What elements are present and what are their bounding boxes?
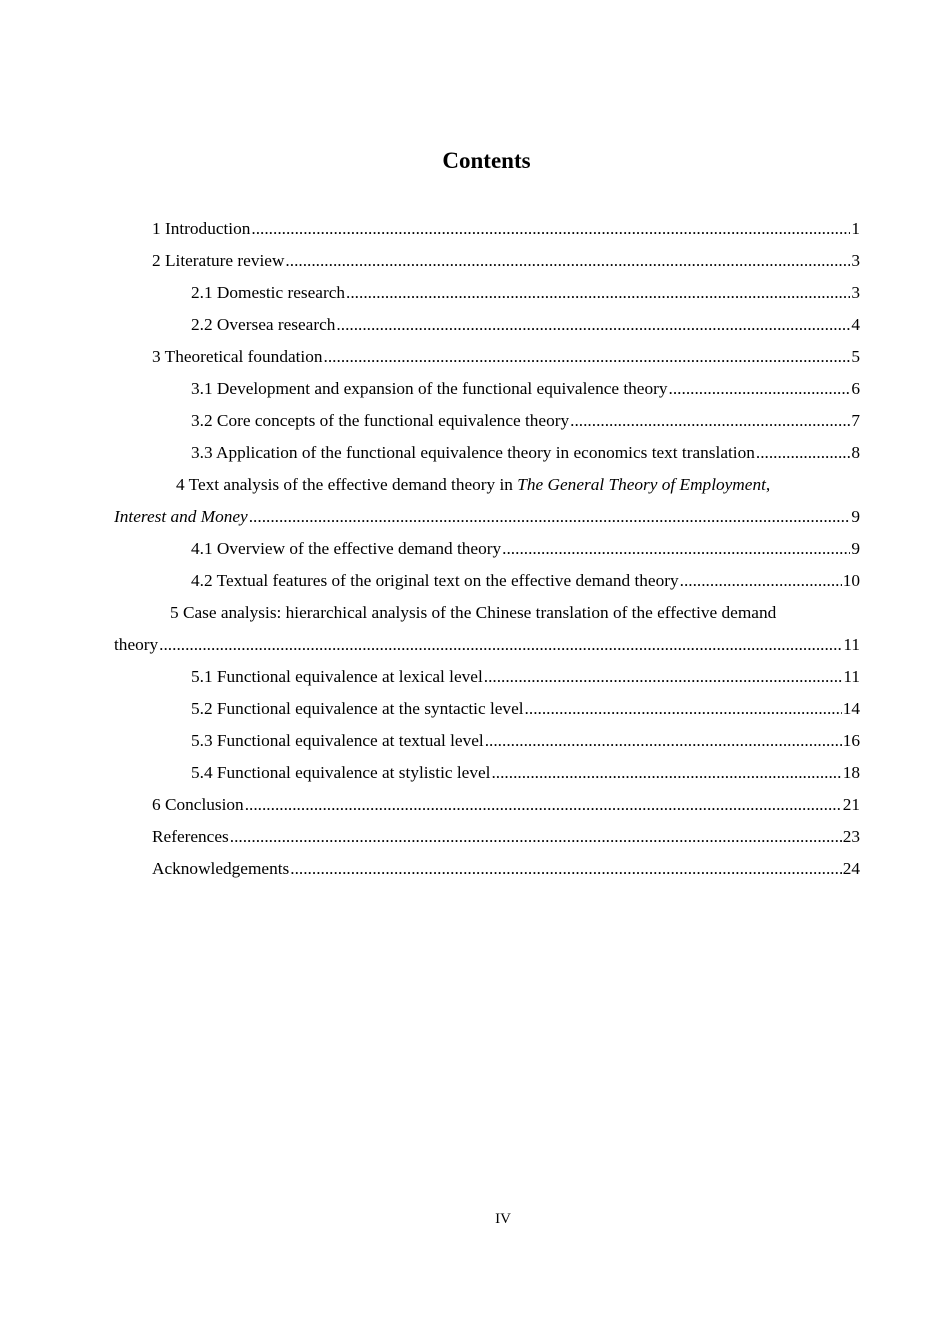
toc-entry-page: 6 bbox=[851, 379, 860, 398]
toc-entry-page: 9 bbox=[851, 507, 860, 526]
toc-entry-label: 5.4 Functional equivalence at stylistic level bbox=[191, 763, 491, 782]
toc-entry-book-title: The General Theory of Employment bbox=[517, 475, 766, 494]
toc-entry-page: 5 bbox=[851, 347, 860, 366]
toc-entry-book-title-cont: Interest and Money bbox=[114, 507, 248, 526]
toc-entry-label-suffix: , bbox=[765, 475, 771, 494]
toc-entry-lexical-level[interactable] bbox=[114, 664, 860, 696]
toc-entry-label-line1: 5 Case analysis: hierarchical analysis of the Chinese translation of the effective demand bbox=[170, 603, 777, 622]
dot-leader bbox=[245, 792, 842, 817]
toc-entry-page: 3 bbox=[851, 251, 860, 270]
toc-entry-label-cont: theory bbox=[114, 635, 159, 654]
toc-entry-page: 1 bbox=[851, 219, 860, 238]
toc-entry-page: 18 bbox=[842, 763, 860, 782]
toc-entry-page: 14 bbox=[842, 699, 860, 718]
toc-entry-acknowledgements[interactable] bbox=[114, 856, 860, 888]
dot-leader bbox=[285, 248, 850, 273]
dot-leader bbox=[336, 312, 850, 337]
dot-leader bbox=[525, 696, 842, 721]
dot-leader bbox=[230, 824, 842, 849]
toc-entry-label-line2 bbox=[114, 504, 860, 536]
dot-leader bbox=[251, 216, 850, 241]
toc-entry-label: 5.2 Functional equivalence at the syntactic level bbox=[191, 699, 524, 718]
toc-entry-case-analysis[interactable] bbox=[114, 600, 860, 664]
toc-entry-label: 1 Introduction bbox=[152, 219, 251, 238]
toc-entry-label: 3.2 Core concepts of the functional equivalence theory bbox=[191, 411, 570, 430]
footer-page-number: IV bbox=[495, 1211, 511, 1227]
toc-entry-label-line2 bbox=[114, 632, 860, 664]
toc-entry-label: 4.2 Textual features of the original text on the effective demand theory bbox=[191, 571, 679, 590]
dot-leader bbox=[502, 536, 850, 561]
toc-entry-label: 2.1 Domestic research bbox=[191, 283, 346, 302]
toc-entry-oversea-research[interactable] bbox=[114, 312, 860, 344]
dot-leader bbox=[324, 344, 851, 369]
toc-entry-label: 2.2 Oversea research bbox=[191, 315, 336, 334]
toc-entry-label: Acknowledgements bbox=[152, 859, 290, 878]
toc-entry-textual-level[interactable] bbox=[114, 728, 860, 760]
toc-entry-syntactic-level[interactable] bbox=[114, 696, 860, 728]
toc-entry-page: 4 bbox=[851, 315, 860, 334]
toc-entry-label: 3 Theoretical foundation bbox=[152, 347, 323, 366]
toc-entry-overview-demand[interactable] bbox=[114, 536, 860, 568]
toc-entry-theoretical-foundation[interactable] bbox=[114, 344, 860, 376]
toc-entry-page: 9 bbox=[851, 539, 860, 558]
toc-entry-page: 3 bbox=[851, 283, 860, 302]
toc-entry-page: 16 bbox=[842, 731, 860, 750]
toc-entry-introduction[interactable] bbox=[114, 216, 860, 248]
dot-leader bbox=[756, 440, 850, 465]
toc-entry-page: 23 bbox=[842, 827, 860, 846]
dot-leader bbox=[346, 280, 850, 305]
toc-entry-label: 6 Conclusion bbox=[152, 795, 244, 814]
toc-entry-stylistic-level[interactable] bbox=[114, 760, 860, 792]
dot-leader bbox=[680, 568, 842, 593]
toc-entry-page: 7 bbox=[851, 411, 860, 430]
toc-entry-application[interactable] bbox=[114, 440, 860, 472]
toc-entry-development-expansion[interactable] bbox=[114, 376, 860, 408]
toc-entry-references[interactable] bbox=[114, 824, 860, 856]
toc-entry-textual-features[interactable] bbox=[114, 568, 860, 600]
toc-entry-text-analysis[interactable] bbox=[114, 472, 860, 536]
dot-leader bbox=[484, 664, 843, 689]
dot-leader bbox=[290, 856, 841, 881]
toc-entry-label-line1 bbox=[114, 472, 860, 504]
toc-entry-label-prefix: 4 Text analysis of the effective demand theory in bbox=[176, 475, 518, 494]
toc-entry-label: 4.1 Overview of the effective demand theory bbox=[191, 539, 502, 558]
toc-entry-page: 11 bbox=[843, 635, 860, 654]
toc-entry-label: 3.1 Development and expansion of the functional equivalence theory bbox=[191, 379, 668, 398]
dot-leader bbox=[249, 504, 851, 529]
dot-leader bbox=[491, 760, 841, 785]
dot-leader bbox=[669, 376, 851, 401]
toc-entry-literature-review[interactable] bbox=[114, 248, 860, 280]
toc-entry-label: References bbox=[152, 827, 229, 846]
table-of-contents bbox=[114, 216, 860, 888]
toc-entry-label: 2 Literature review bbox=[152, 251, 285, 270]
toc-entry-page: 11 bbox=[843, 667, 860, 686]
toc-entry-page: 21 bbox=[842, 795, 860, 814]
toc-entry-core-concepts[interactable] bbox=[114, 408, 860, 440]
dot-leader bbox=[570, 408, 850, 433]
page-title: Contents bbox=[442, 148, 531, 173]
toc-entry-domestic-research[interactable] bbox=[114, 280, 860, 312]
toc-entry-page: 10 bbox=[842, 571, 860, 590]
toc-entry-label: 3.3 Application of the functional equivalence theory in economics text translation bbox=[191, 443, 755, 462]
dot-leader bbox=[485, 728, 842, 753]
toc-entry-page: 24 bbox=[842, 859, 860, 878]
toc-entry-conclusion[interactable] bbox=[114, 792, 860, 824]
toc-entry-page: 8 bbox=[851, 443, 860, 462]
toc-entry-label: 5.1 Functional equivalence at lexical level bbox=[191, 667, 483, 686]
dot-leader bbox=[159, 632, 842, 657]
toc-entry-label: 5.3 Functional equivalence at textual level bbox=[191, 731, 484, 750]
